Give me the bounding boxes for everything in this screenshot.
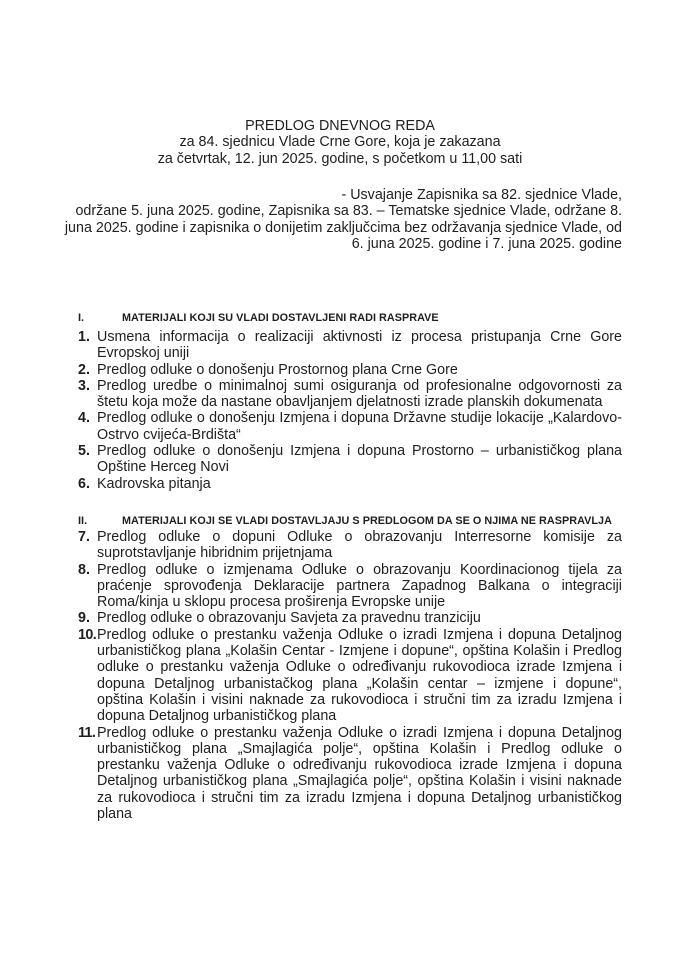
agenda-subtitle-date: za četvrtak, 12. jun 2025. godine, s početkom u 11,00 sati	[157, 150, 523, 167]
minutes-line: 6. juna 2025. godine i 7. juna 2025. godine	[351, 236, 622, 253]
agenda-item	[78, 378, 622, 411]
agenda-item	[78, 725, 622, 823]
item-text: Kadrovska pitanja	[97, 475, 211, 492]
agenda-item	[78, 476, 622, 492]
item-text: Predlog odluke o donošenju Izmjena i dopuna Prostorno – urbanističkog plana Opštine Herceg Novi	[97, 443, 622, 476]
item-text: Usmena informacija o realizaciji aktivnosti iz procesa pristupanja Crne Gore Evropskoj uniji	[97, 329, 622, 362]
item-number: 1.	[78, 329, 90, 345]
section-title: MATERIJALI KOJI SU VLADI DOSTAVLJENI RADI RASPRAVE	[122, 312, 439, 324]
agenda-heading	[60, 118, 620, 167]
section-header	[78, 513, 622, 529]
item-number: 2.	[78, 361, 90, 378]
section-header	[78, 310, 622, 326]
item-text: Predlog odluke o dopuni Odluke o obrazovanju Interresorne komisije za suprotstavljanje hibridnim prijetnjama	[97, 529, 622, 562]
item-number: 5.	[78, 443, 90, 460]
agenda-subtitle-session: za 84. sjednicu Vlade Crne Gore, koja je zakazana	[179, 134, 501, 151]
agenda-item	[78, 443, 622, 476]
agenda-item	[78, 362, 622, 378]
minutes-adoption-paragraph	[62, 187, 622, 253]
item-text: Predlog odluke o izmjenama Odluke o obrazovanju Koordinacionog tijela za praćenje sprovođenja Deklaracije partnera Zapadnog Balkana o integraciji Roma/kinja u sklopu procesa proširenja Evropske unije	[97, 561, 622, 611]
minutes-line: juna 2025. godine i zapisnika o donijetim zaključcima bez održavanja sjednice Vlade, od	[64, 219, 622, 236]
item-text: Predlog odluke o prestanku važenja Odluke o izradi Izmjena i dopuna Detaljnog urbanističkog plana „Kolašin Centar - Izmjene i dopune“, opština Kolašin i Predlog odluke o prestanku važenja Odluke o određivanju rukovodioca izrade Izmjena i dopuna Detaljnog urbanistačkog plana „Kolašin centar – izmjene i dopune“, opština Kolašin i visini naknade za rukovodioca i stručni tim za izradu Izmjena i dopuna Detaljnog urbanističkog plana	[97, 626, 622, 725]
agenda-item	[78, 562, 622, 611]
section-title: MATERIJALI KOJI SE VLADI DOSTAVLJAJU S PREDLOGOM DA SE O NJIMA NE RASPRAVLJA	[122, 515, 612, 527]
section-number: II.	[78, 515, 88, 527]
agenda-item-list	[78, 329, 622, 492]
section-discussion-materials	[78, 310, 622, 492]
minutes-line: - Usvajanje Zapisnika sa 82. sjednice Vlade,	[341, 187, 622, 203]
item-text: Predlog odluke o prestanku važenja Odluke o izradi Izmjena i dopuna Detaljnog urbanističkog plana „Smajlagića polje“, opština Kolašin i Predlog odluke o prestanku važenja Odluke o određivanju rukovodioca izrade Izmjena i dopuna Detaljnog urbanističkog plana „Smajlagića polje“, opština Kolašin i visini naknade za rukovodioca i stručni tim za izradu Izmjena i dopuna Detaljnog urbanističkog plana	[97, 724, 622, 823]
item-text: Predlog odluke o donošenju Prostornog plana Crne Gore	[97, 361, 458, 378]
item-number: 10.	[78, 626, 97, 643]
minutes-line: održane 5. juna 2025. godine, Zapisnika sa 83. – Tematske sjednice Vlade, održane 8.	[75, 203, 622, 220]
item-number: 7.	[78, 529, 90, 545]
item-number: 11.	[78, 724, 96, 741]
agenda-item	[78, 410, 622, 443]
item-text: Predlog odluke o obrazovanju Savjeta za pravednu tranziciju	[97, 610, 481, 627]
item-number: 4.	[78, 410, 90, 427]
agenda-item	[78, 529, 622, 562]
item-text: Predlog odluke o donošenju Izmjena i dopuna Državne studije lokacije „Kalardovo-Ostrvo cvijeća-Brdišta“	[97, 410, 622, 443]
item-number: 6.	[78, 475, 90, 492]
agenda-item-list	[78, 529, 622, 822]
agenda-item	[78, 329, 622, 362]
agenda-title: PREDLOG DNEVNOG REDA	[245, 118, 435, 134]
section-no-discussion-materials	[78, 513, 622, 822]
agenda-item	[78, 627, 622, 725]
item-number: 8.	[78, 561, 90, 578]
item-number: 3.	[78, 377, 90, 394]
item-text: Predlog uredbe o minimalnoj sumi osiguranja od profesionalne odgovornosti za štetu koja može da nastane obavljanjem djelatnosti izrade planskih dokumenata	[97, 377, 622, 411]
section-number: I.	[78, 312, 85, 324]
agenda-item	[78, 610, 622, 626]
item-number: 9.	[78, 610, 90, 627]
